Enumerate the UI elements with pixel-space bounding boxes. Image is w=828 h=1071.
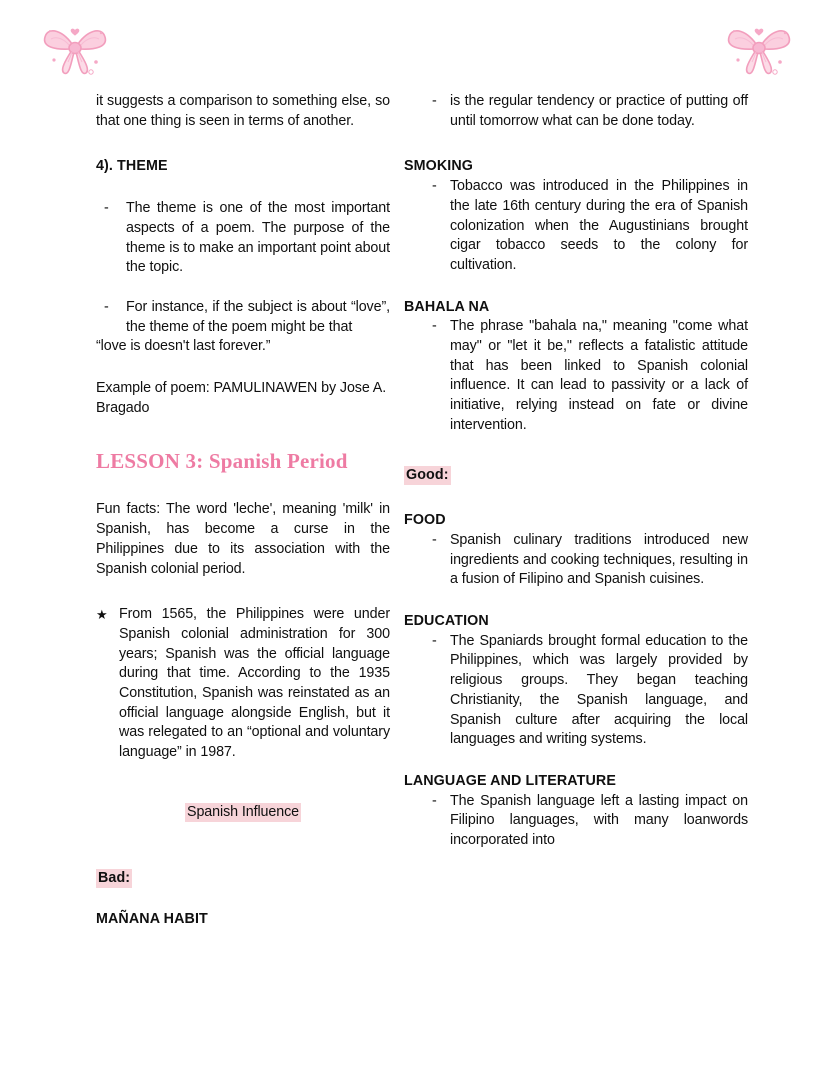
list-item-text: Spanish culinary traditions introduced new ingredients and cooking techniques, resulting in a fusion of Filipino and Spanish cuisines.: [450, 531, 748, 588]
bahala-na-heading: BAHALA NA: [404, 298, 490, 315]
two-column-body: [0, 92, 828, 930]
list-item: [404, 317, 748, 435]
dash-bullet-icon: -: [432, 93, 437, 109]
good-label-wrap: [404, 466, 748, 486]
list-item: [404, 632, 748, 750]
list-item-text: The Spaniards brought formal education to the Philippines, which was largely provided by religious groups. They began teaching Christianity, the Spanish language, and Spanish culture after acquiring the local languages and writing systems.: [450, 632, 748, 748]
list-item: [96, 605, 390, 763]
list-item: [96, 199, 390, 278]
list-item-text: is the regular tendency or practice of putting off until tomorrow what can be done today.: [450, 93, 748, 129]
list-item: [404, 792, 748, 851]
list-item-text: The phrase "bahala na," meaning "come what may" or "let it be," reflects a fatalistic attitude that has been linked to Spanish colonial influence. It can lead to passivity or a lack of initiative, relying instead on fate or divine intervention.: [450, 318, 748, 433]
pink-bow-ribbon-icon: [38, 14, 112, 84]
dash-bullet-icon: -: [432, 632, 437, 649]
pink-bow-ribbon-icon: [722, 14, 796, 84]
dash-bullet-icon: -: [432, 178, 437, 195]
good-label: Good:: [406, 466, 449, 483]
right-column: [404, 92, 828, 851]
theme-heading: 4). THEME: [96, 158, 168, 175]
star-bullet-icon: ★: [96, 607, 108, 623]
list-item: [404, 92, 748, 131]
spanish-influence-label-wrap: [96, 803, 390, 823]
list-item-text: For instance, if the subject is about “love”, the theme of the poem might be that: [126, 298, 390, 335]
manana-habit-heading: MAÑANA HABIT: [96, 911, 208, 928]
smoking-heading: SMOKING: [404, 158, 474, 175]
fun-facts-paragraph: Fun facts: The word 'leche', meaning 'milk' in Spanish, has become a curse in the Philippines due to its association with the Spanish colonial period.: [96, 501, 390, 577]
list-item-text: Tobacco was introduced in the Philippines in the late 16th century during the era of Spanish colonization when the Augustinians brought cigar tobacco seeds to the colony for cultivation.: [450, 178, 748, 273]
spanish-influence-label: Spanish Influence: [187, 803, 299, 820]
metaphor-continued-paragraph: it suggests a comparison to something else, so that one thing is seen in terms of another.: [96, 93, 390, 129]
left-column: [0, 92, 404, 930]
dash-bullet-icon: -: [432, 531, 437, 548]
list-item: [96, 298, 390, 337]
example-of-poem-paragraph: Example of poem: PAMULINAWEN by Jose A. Bragado: [96, 380, 387, 416]
education-heading: EDUCATION: [404, 613, 489, 630]
list-item-text: The theme is one of the most important aspects of a poem. The purpose of the theme is to make an important point about the topic.: [126, 200, 390, 276]
bad-label: Bad:: [98, 869, 131, 886]
list-item: [404, 531, 748, 590]
list-item: [404, 177, 748, 276]
language-and-literature-heading: LANGUAGE AND LITERATURE: [404, 772, 616, 789]
list-item-text: The Spanish language left a lasting impact on Filipino languages, with many loanwords incorporated into: [450, 792, 748, 849]
theme-quote-line: “love is doesn't last forever.”: [96, 338, 271, 355]
dash-bullet-icon: -: [104, 200, 109, 217]
dash-bullet-icon: -: [432, 318, 437, 335]
dash-bullet-icon: -: [432, 792, 437, 809]
list-item-text: From 1565, the Philippines were under Spanish colonial administration for 300 years; Spanish was the official language during that time. According to the 1935 Constitution, Spanish was reinstated as an official language alongside English, but it was relegated to an “optional and voluntary language” in 1987.: [119, 606, 390, 761]
bad-label-wrap: [96, 869, 390, 889]
lesson-3-title: LESSON 3: Spanish Period: [96, 449, 348, 474]
food-heading: FOOD: [404, 512, 446, 529]
dash-bullet-icon: -: [104, 298, 109, 315]
